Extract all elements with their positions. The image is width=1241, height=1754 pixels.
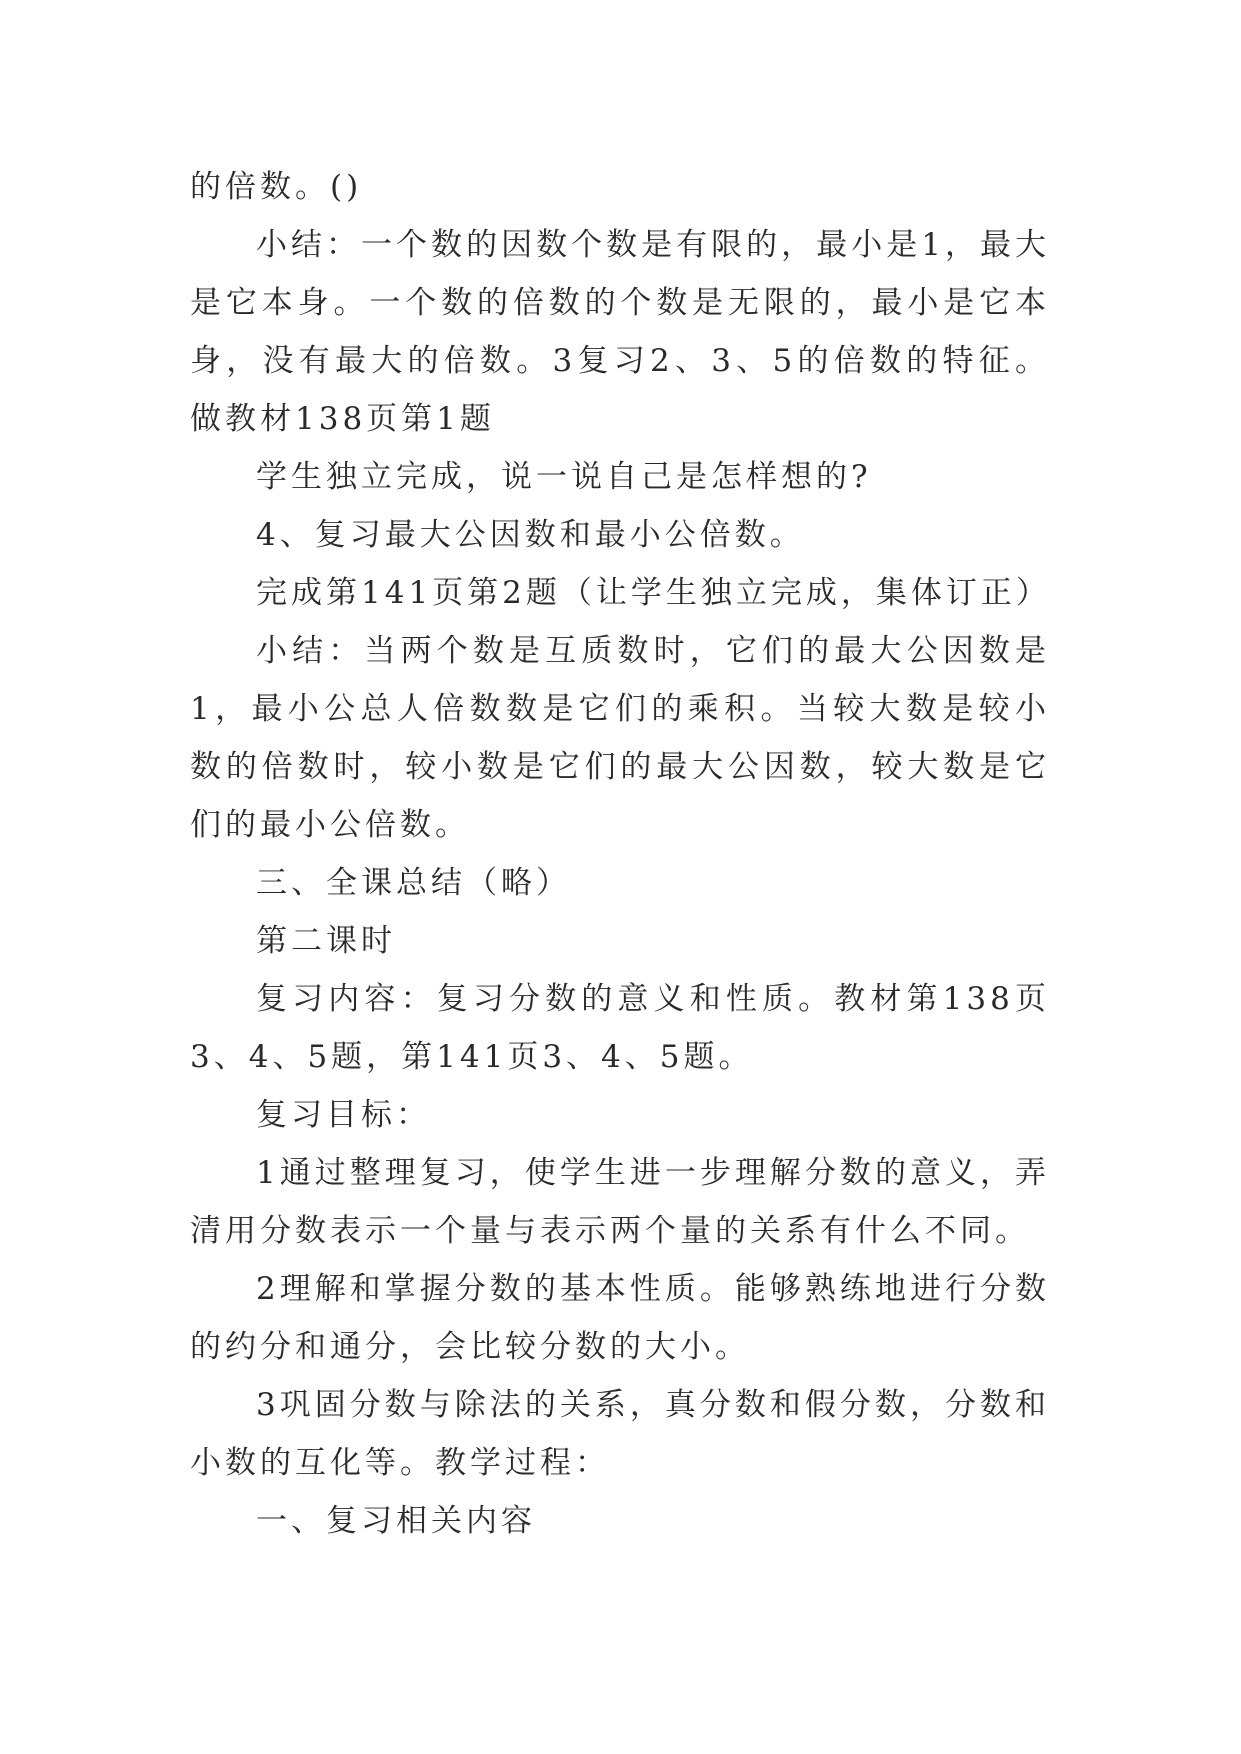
- heading-review-related: 一、复习相关内容: [256, 1503, 536, 1539]
- paragraph-review-content: 复习内容：复习分数的意义和性质。教材第138页3、4、5题，第141页3、4、5题。: [190, 981, 1050, 1075]
- heading-second-lesson: 第二课时: [256, 923, 396, 959]
- paragraph-goal-2: 2理解和掌握分数的基本性质。能够熟练地进行分数的约分和通分，会比较分数的大小。: [190, 1271, 1050, 1365]
- paragraph-exercise-141: 完成第141页第2题（让学生独立完成，集体订正）: [256, 575, 1051, 611]
- heading-review-goals: 复习目标：: [256, 1097, 431, 1133]
- paragraph-summary-coprime: 小结：当两个数是互质数时，它们的最大公因数是1，最小公总人倍数数是它们的乘积。当较大数是较小数的倍数时，较小数是它们的最大公因数，较大数是它们的最小公倍数。: [190, 633, 1050, 843]
- heading-lesson-summary: 三、全课总结（略）: [256, 865, 571, 901]
- paragraph-goal-1: 1通过整理复习，使学生进一步理解分数的意义，弄清用分数表示一个量与表示两个量的关系有什么不同。: [190, 1155, 1050, 1249]
- paragraph-continuation: 的倍数。(): [190, 169, 363, 205]
- paragraph-review-gcd-lcm: 4、复习最大公因数和最小公倍数。: [256, 517, 805, 553]
- paragraph-student-task: 学生独立完成，说一说自己是怎样想的?: [256, 459, 872, 495]
- document-body: [190, 158, 1050, 1550]
- paragraph-summary-factors: 小结：一个数的因数个数是有限的，最小是1，最大是它本身。一个数的倍数的个数是无限的，最小是它本身，没有最大的倍数。3复习2、3、5的倍数的特征。做教材138页第1题: [190, 227, 1050, 437]
- paragraph-goal-3: 3巩固分数与除法的关系，真分数和假分数，分数和小数的互化等。教学过程：: [190, 1387, 1050, 1481]
